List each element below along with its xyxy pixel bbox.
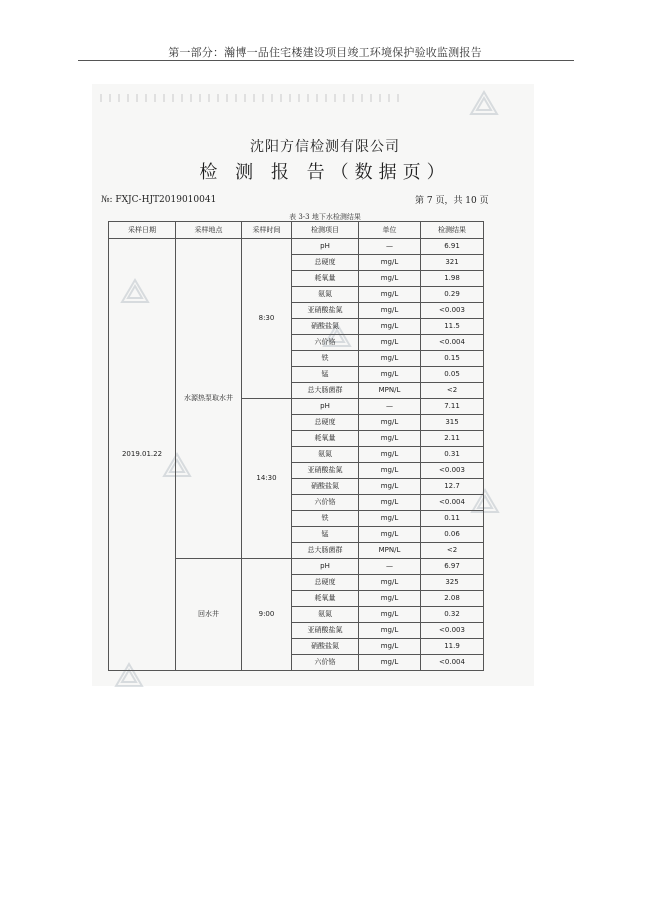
unit: mg/L bbox=[359, 351, 421, 367]
test-item: 耗氧量 bbox=[292, 431, 359, 447]
groundwater-results-table bbox=[108, 221, 484, 671]
test-item: 硝酸盐氮 bbox=[292, 319, 359, 335]
test-item: pH bbox=[292, 559, 359, 575]
unit: — bbox=[359, 239, 421, 255]
result: 325 bbox=[421, 575, 484, 591]
column-header: 检测结果 bbox=[421, 222, 484, 239]
result: 11.9 bbox=[421, 639, 484, 655]
result: 321 bbox=[421, 255, 484, 271]
test-item: 亚硝酸盐氮 bbox=[292, 463, 359, 479]
test-item: 总大肠菌群 bbox=[292, 543, 359, 559]
test-item: 六价铬 bbox=[292, 495, 359, 511]
table-row bbox=[109, 239, 484, 255]
test-item: 氨氮 bbox=[292, 607, 359, 623]
unit: mg/L bbox=[359, 319, 421, 335]
result: 0.05 bbox=[421, 367, 484, 383]
unit: mg/L bbox=[359, 415, 421, 431]
unit: mg/L bbox=[359, 623, 421, 639]
test-item: 亚硝酸盐氮 bbox=[292, 303, 359, 319]
report-number: №: FXJC-HJT2019010041 bbox=[101, 195, 217, 205]
result: <0.003 bbox=[421, 303, 484, 319]
column-header: 单位 bbox=[359, 222, 421, 239]
result: 0.06 bbox=[421, 527, 484, 543]
unit: mg/L bbox=[359, 367, 421, 383]
test-item: 铁 bbox=[292, 511, 359, 527]
unit: mg/L bbox=[359, 255, 421, 271]
page-header: 第一部分：瀚博一品住宅楼建设项目竣工环境保护验收监测报告 bbox=[168, 46, 482, 59]
page-count: 第 7 页，共 10 页 bbox=[415, 196, 489, 206]
unit: mg/L bbox=[359, 335, 421, 351]
report-title: 检 测 报 告（数据页） bbox=[199, 162, 451, 183]
test-item: 铁 bbox=[292, 351, 359, 367]
unit: mg/L bbox=[359, 479, 421, 495]
unit: mg/L bbox=[359, 287, 421, 303]
unit: mg/L bbox=[359, 655, 421, 671]
result: 7.11 bbox=[421, 399, 484, 415]
unit: MPN/L bbox=[359, 543, 421, 559]
result: 6.97 bbox=[421, 559, 484, 575]
sampling-location: 水源热泵取水井 bbox=[176, 239, 242, 559]
result: 0.11 bbox=[421, 511, 484, 527]
column-header: 采样地点 bbox=[176, 222, 242, 239]
test-item: pH bbox=[292, 399, 359, 415]
test-item: 硝酸盐氮 bbox=[292, 479, 359, 495]
test-item: 锰 bbox=[292, 527, 359, 543]
result: <2 bbox=[421, 383, 484, 399]
unit: mg/L bbox=[359, 527, 421, 543]
unit: mg/L bbox=[359, 575, 421, 591]
result: 6.91 bbox=[421, 239, 484, 255]
scan-artifacts bbox=[100, 94, 400, 102]
test-item: 总硬度 bbox=[292, 415, 359, 431]
result: 2.08 bbox=[421, 591, 484, 607]
sampling-date: 2019.01.22 bbox=[109, 239, 176, 671]
sampling-time: 8:30 bbox=[242, 239, 292, 399]
unit: mg/L bbox=[359, 511, 421, 527]
unit: mg/L bbox=[359, 447, 421, 463]
sampling-time: 14:30 bbox=[242, 399, 292, 559]
result: 0.32 bbox=[421, 607, 484, 623]
sampling-time: 9:00 bbox=[242, 559, 292, 671]
test-item: 总硬度 bbox=[292, 255, 359, 271]
test-item: 氨氮 bbox=[292, 447, 359, 463]
unit: mg/L bbox=[359, 607, 421, 623]
unit: mg/L bbox=[359, 639, 421, 655]
test-item: 锰 bbox=[292, 367, 359, 383]
test-item: 六价铬 bbox=[292, 335, 359, 351]
result: <0.004 bbox=[421, 495, 484, 511]
column-header: 采样时间 bbox=[242, 222, 292, 239]
test-item: pH bbox=[292, 239, 359, 255]
result: 0.15 bbox=[421, 351, 484, 367]
unit: mg/L bbox=[359, 271, 421, 287]
header-divider bbox=[78, 60, 574, 61]
test-item: 耗氧量 bbox=[292, 271, 359, 287]
unit: mg/L bbox=[359, 591, 421, 607]
result: 1.98 bbox=[421, 271, 484, 287]
result: 11.5 bbox=[421, 319, 484, 335]
test-item: 总大肠菌群 bbox=[292, 383, 359, 399]
test-item: 总硬度 bbox=[292, 575, 359, 591]
unit: mg/L bbox=[359, 495, 421, 511]
unit: — bbox=[359, 559, 421, 575]
unit: MPN/L bbox=[359, 383, 421, 399]
unit: — bbox=[359, 399, 421, 415]
unit: mg/L bbox=[359, 431, 421, 447]
table-header-row bbox=[109, 222, 484, 239]
result: <0.004 bbox=[421, 655, 484, 671]
unit: mg/L bbox=[359, 303, 421, 319]
test-item: 硝酸盐氮 bbox=[292, 639, 359, 655]
result: <0.003 bbox=[421, 623, 484, 639]
column-header: 检测项目 bbox=[292, 222, 359, 239]
company-name: 沈阳方信检测有限公司 bbox=[250, 139, 400, 155]
sampling-location: 回水井 bbox=[176, 559, 242, 671]
result: 315 bbox=[421, 415, 484, 431]
test-item: 耗氧量 bbox=[292, 591, 359, 607]
table-caption: 表 3-3 地下水检测结果 bbox=[289, 213, 361, 221]
result: <0.003 bbox=[421, 463, 484, 479]
result: <0.004 bbox=[421, 335, 484, 351]
result: 2.11 bbox=[421, 431, 484, 447]
column-header: 采样日期 bbox=[109, 222, 176, 239]
result: 12.7 bbox=[421, 479, 484, 495]
test-item: 氨氮 bbox=[292, 287, 359, 303]
unit: mg/L bbox=[359, 463, 421, 479]
test-item: 亚硝酸盐氮 bbox=[292, 623, 359, 639]
result: 0.29 bbox=[421, 287, 484, 303]
result: 0.31 bbox=[421, 447, 484, 463]
result: <2 bbox=[421, 543, 484, 559]
test-item: 六价铬 bbox=[292, 655, 359, 671]
